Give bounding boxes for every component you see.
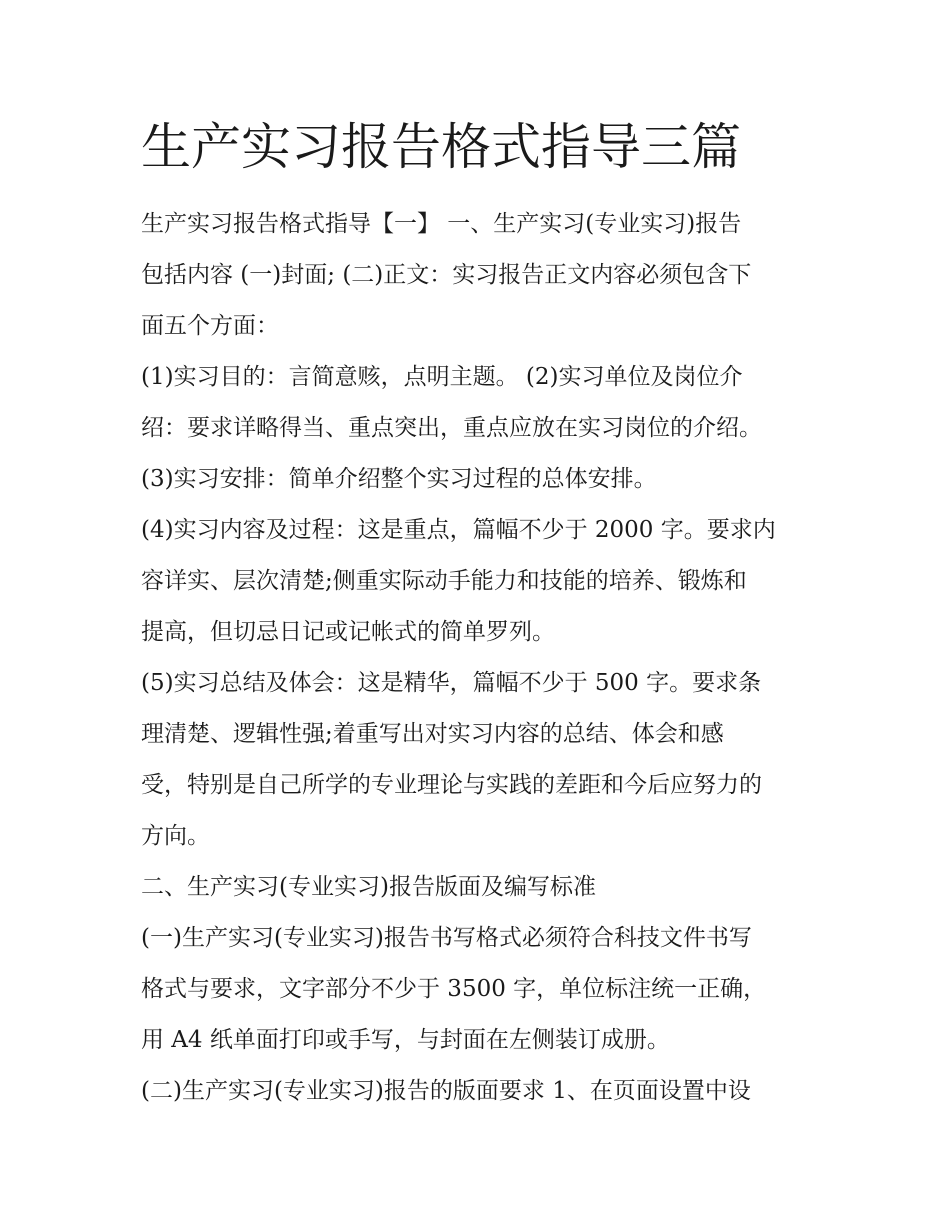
text-line: 绍：要求详略得当、重点突出，重点应放在实习岗位的介绍。 (141, 415, 762, 441)
text-line: 面五个方面： (141, 313, 279, 339)
text-line: 方向。 (141, 823, 210, 849)
text-line: 容详实、层次清楚;侧重实际动手能力和技能的培养、锻炼和 (141, 568, 747, 594)
text-line: 生产实习报告格式指导【一】 一、生产实习(专业实习)报告 (141, 211, 742, 237)
text-line: 受，特别是自己所学的专业理论与实践的差距和今后应努力的 (141, 772, 762, 798)
text-line: 包括内容 (一)封面; (二)正文：实习报告正文内容必须包含下 (141, 262, 752, 288)
text-line: 用 A4 纸单面打印或手写，与封面在左侧装订成册。 (141, 1027, 670, 1053)
text-line: (5)实习总结及体会：这是精华，篇幅不少于 500 字。要求条 (141, 670, 762, 696)
text-line: (二)生产实习(专业实习)报告的版面要求 1、在页面设置中设 (141, 1078, 751, 1104)
text-line: 提高，但切忌日记或记帐式的简单罗列。 (141, 619, 555, 645)
text-line: (一)生产实习(专业实习)报告书写格式必须符合科技文件书写 (141, 925, 752, 951)
document-title: 生产实习报告格式指导三篇 (141, 118, 741, 176)
text-line: (3)实习安排：简单介绍整个实习过程的总体安排。 (141, 466, 657, 492)
section-heading: 二、生产实习(专业实习)报告版面及编写标准 (141, 874, 596, 900)
text-line: 格式与要求，文字部分不少于 3500 字，单位标注统一正确， (141, 976, 767, 1002)
text-line: 理清楚、逻辑性强;着重写出对实习内容的总结、体会和感 (141, 721, 724, 747)
document-body (141, 199, 821, 1117)
text-line: (4)实习内容及过程：这是重点，篇幅不少于 2000 字。要求内 (141, 517, 776, 543)
text-line: (1)实习目的：言简意赅，点明主题。 (2)实习单位及岗位介 (141, 364, 743, 390)
